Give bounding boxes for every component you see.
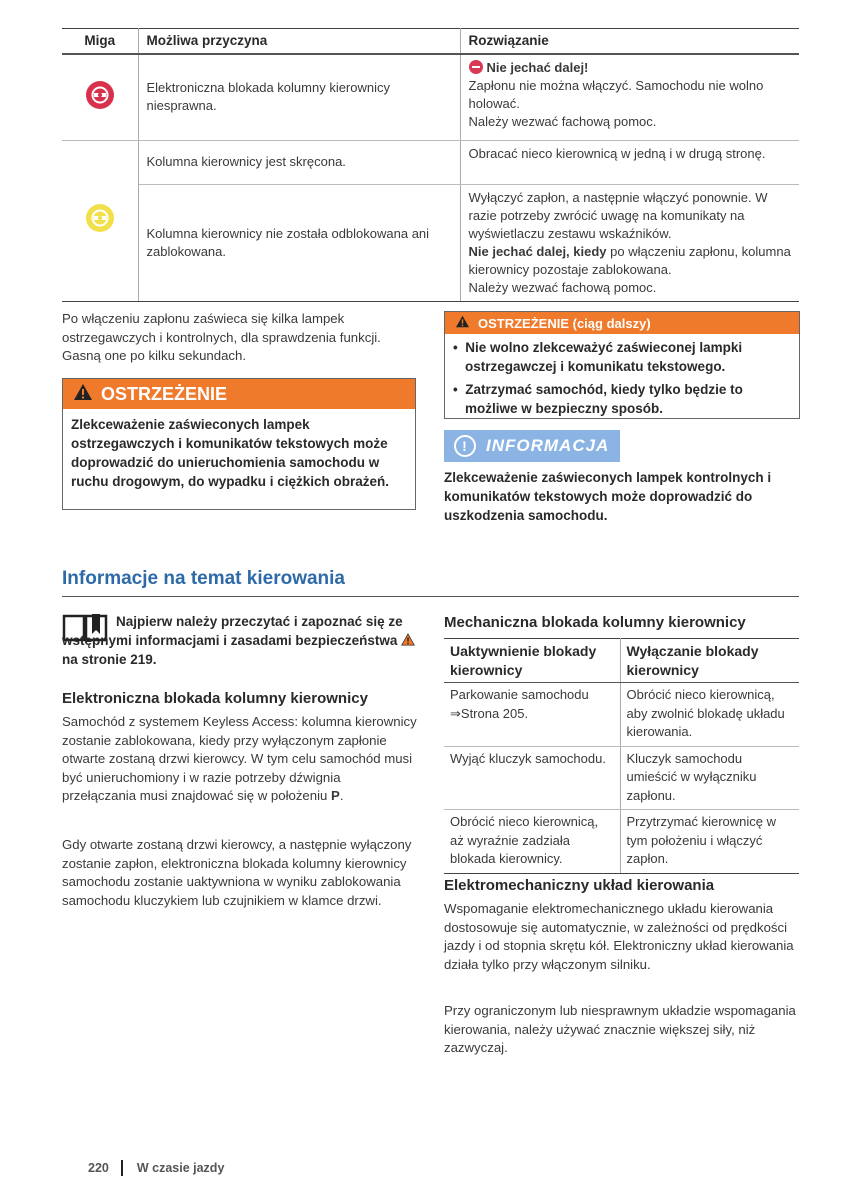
header-blinks: Miga	[62, 29, 138, 55]
list-item: • Zatrzymać samochód, kiedy tylko będzie to możliwe w bezpieczny sposób.	[453, 382, 743, 416]
warning-box	[62, 378, 416, 510]
header-cause: Możliwa przyczyna	[138, 29, 460, 55]
header-deactivate: Wyłączanie blokady kierownicy	[620, 639, 799, 683]
chapter-name: W czasie jazdy	[136, 1161, 225, 1175]
warning-triangle-icon	[73, 383, 93, 406]
table-cell: Obrócić nieco kierownicą, aby zwolnić blokadę układu kierowania.	[620, 683, 799, 747]
warning-header	[63, 379, 415, 409]
page-footer	[88, 1160, 224, 1176]
electronic-lock-heading: Elektroniczna blokada kolumny kierownicy	[62, 690, 368, 707]
section-title: Informacje na temat kierowania	[62, 568, 799, 597]
warning-list	[445, 334, 799, 424]
electromech-paragraph-1: Wspomaganie elektromechanicznego układu kierowania dostosowuje się automatycznie, w zależności od prędkości jazdy i od stopnia skrętu kół. Elektroniczny układ kierowania działa tylko przy włączonym silniku.	[444, 901, 794, 972]
solution-text: Obracać nieco kierownicą w jedną i w drugą stronę.	[460, 140, 799, 184]
table-row	[444, 810, 799, 874]
table-header-row	[62, 29, 799, 55]
warning-lamp-table	[62, 28, 799, 302]
warning-title: OSTRZEŻENIE	[101, 383, 228, 404]
info-badge	[444, 430, 620, 462]
table-cell: Obrócić nieco kierownicą, aż wyraźnie zadziała blokada kierownicy.	[444, 810, 620, 874]
page-reference[interactable]: na stronie 219.	[62, 652, 157, 667]
table-cell: Kluczyk samochodu umieścić w wyłączniku zapłonu.	[620, 746, 799, 810]
table-row	[62, 54, 799, 140]
mechanical-lock-table	[444, 638, 799, 874]
warning-continued-box	[444, 311, 800, 419]
table-cell: Przytrzymać kierownicę w tym położeniu i włączyć zapłon.	[620, 810, 799, 874]
steering-lock-red-icon	[86, 81, 114, 109]
warning-triangle-icon	[455, 315, 470, 331]
table-header-row	[444, 639, 799, 683]
warning-header	[445, 312, 799, 334]
list-item: • Nie wolno zlekceważyć zaświeconej lampki ostrzegawczej i komunikatu tekstowego.	[453, 340, 743, 374]
solution-cell	[460, 54, 799, 140]
table-row	[62, 140, 799, 184]
table-cell: Parkowanie samochodu ⇒Strona 205.	[444, 683, 620, 747]
solution-bold: Nie jechać dalej!	[486, 60, 589, 75]
electromech-heading: Elektromechaniczny układ kierowania	[444, 877, 715, 894]
electromech-paragraph-2: Przy ograniczonym lub niesprawnym układzie wspomagania kierowania, należy używać znacznie większej siły, niż zazwyczaj.	[444, 1003, 796, 1055]
warning-title: OSTRZEŻENIE (ciąg dalszy)	[478, 315, 651, 331]
table-row	[62, 184, 799, 301]
header-activate: Uaktywnienie blokady kierownicy	[444, 639, 620, 683]
footer-divider	[121, 1160, 123, 1176]
stop-icon	[469, 60, 483, 74]
info-text: Zlekceważenie zaświeconych lampek kontrolnych i komunikatów tekstowych może doprowadzić do uszkodzenia samochodu.	[444, 470, 772, 523]
solution-text-2: po włączeniu zapłonu, kolumna kierownicy pozostaje zablokowana.	[468, 243, 791, 277]
solution-text: Wyłączyć zapłon, a następnie włączyć ponownie. W razie potrzeby zwrócić uwagę na komunikaty na wyświetlaczu zestawu wskaźników.	[468, 189, 768, 241]
header-solution: Rozwiązanie	[460, 29, 799, 55]
cause-text: Kolumna kierownicy jest skręcona.	[138, 140, 460, 184]
lamp-cell	[62, 54, 138, 140]
info-icon: !	[454, 435, 476, 457]
solution-bold: Nie jechać dalej, kiedy	[468, 243, 607, 259]
table-row	[444, 683, 799, 747]
info-title: INFORMACJA	[486, 436, 610, 455]
table-row	[444, 746, 799, 810]
read-first-note: Najpierw należy przeczytać i zapoznać się ze wstępnymi informacjami i zasadami bezpieczeństwa na stronie 219.	[62, 612, 418, 669]
page-number: 220	[88, 1161, 109, 1175]
electronic-lock-paragraph-1: Samochód z systemem Keyless Access: kolumna kierownicy zostanie zablokowana, kiedy przy wyłączonym zapłonie otwarte zostaną drzwi kierowcy. W tym celu samochód musi być unieruchomiony i w razie potrzeby dźwignia przełączania musi znajdować się w położeniu P.	[62, 714, 417, 803]
cause-text: Kolumna kierownicy nie została odblokowana ani zablokowana.	[138, 184, 460, 301]
mechanical-lock-heading: Mechaniczna blokada kolumny kierownicy	[444, 614, 746, 631]
warning-triangle-icon	[401, 633, 415, 646]
intro-paragraph: Po włączeniu zapłonu zaświeca się kilka lampek ostrzegawczych i kontrolnych, dla sprawdzenia funkcji. Gasną one po kilku sekundach.	[62, 311, 381, 363]
solution-text-2: Należy wezwać fachową pomoc.	[468, 114, 657, 129]
electronic-lock-paragraph-2: Gdy otwarte zostaną drzwi kierowcy, a następnie wyłączony zostanie zapłon, elektroniczna blokada kolumny kierownicy samochodu zostanie uaktywniona w wyniku zablokowania samochodu kluczykiem lub czujnikiem w klamce drzwi.	[62, 837, 412, 908]
cause-text: Elektroniczna blokada kolumny kierownicy niesprawna.	[138, 54, 460, 140]
table-cell: Wyjąć kluczyk samochodu.	[444, 746, 620, 810]
solution-text-3: Należy wezwać fachową pomoc.	[468, 279, 657, 295]
solution-cell	[460, 184, 799, 301]
warning-text: Zlekceważenie zaświeconych lampek ostrzegawczych i komunikatów tekstowych może doprowadzić do unieruchomienia samochodu w ruchu drogowym, do wypadku i ciężkich obrażeń.	[71, 417, 390, 489]
steering-lock-yellow-icon	[86, 204, 114, 232]
solution-text: Zapłonu nie można włączyć. Samochodu nie wolno holować.	[468, 78, 764, 111]
lamp-cell	[62, 140, 138, 301]
